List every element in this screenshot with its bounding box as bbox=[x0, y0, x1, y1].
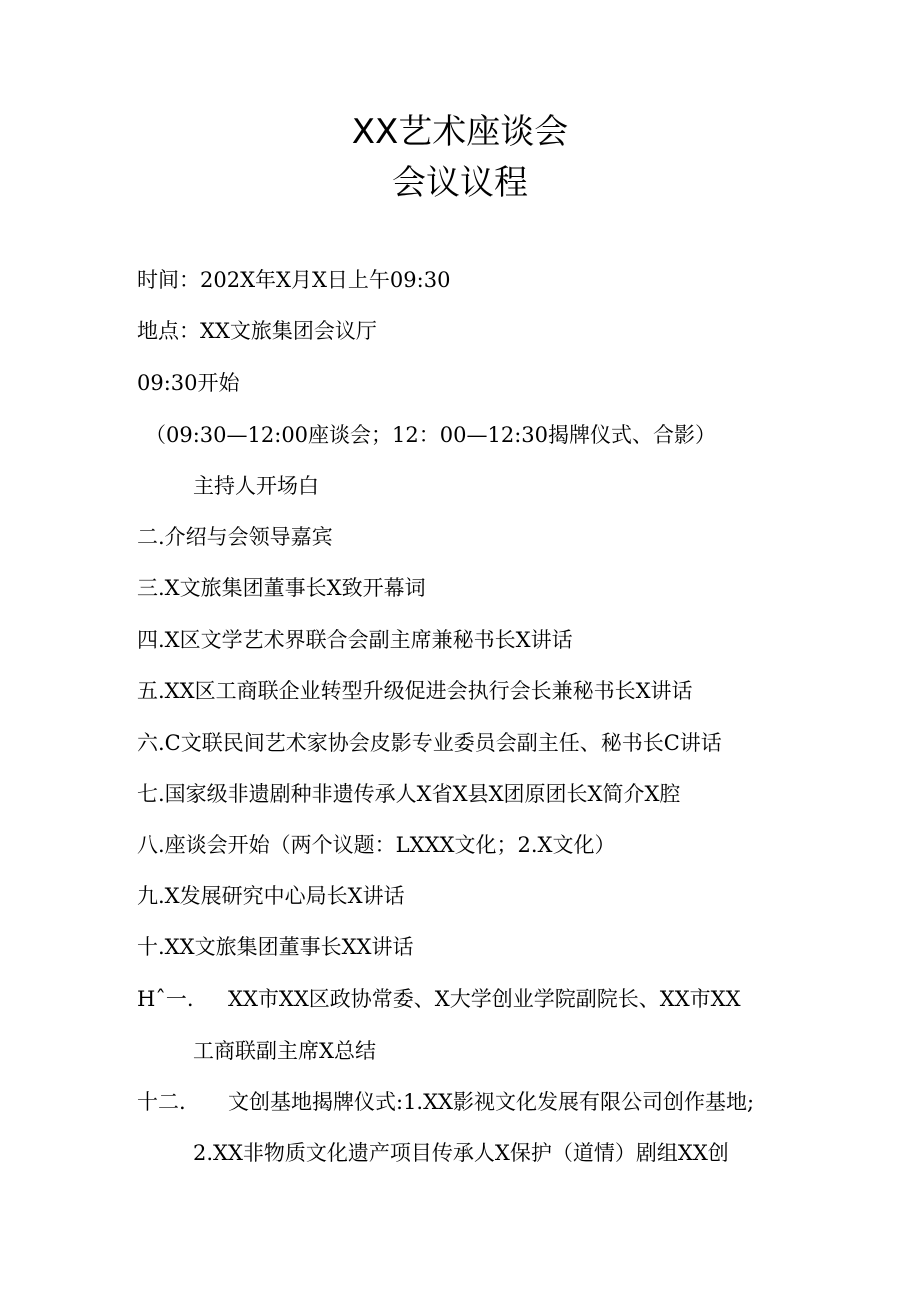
agenda-item-12-text: 文创基地揭牌仪式:1.XX影视文化发展有限公司创作基地; bbox=[228, 1090, 755, 1114]
agenda-item-2: 二.介绍与会领导嘉宾 bbox=[137, 525, 333, 549]
agenda-item-5: 五.XX区工商联企业转型升级促进会执行会长兼秘书长X讲话 bbox=[137, 679, 693, 703]
agenda-item-12-number: 十二. bbox=[137, 1090, 186, 1114]
document-subtitle: 会议议程 bbox=[392, 163, 528, 203]
agenda-item-12-continuation: 2.XX非物质文化遗产项目传承人X保护（道情）剧组XX创 bbox=[193, 1141, 729, 1165]
agenda-item-1: 主持人开场白 bbox=[193, 474, 319, 498]
agenda-item-8: 八.座谈会开始（两个议题：LXXX文化；2.X文化） bbox=[137, 833, 616, 857]
agenda-item-11-text: XX市XX区政协常委、X大学创业学院副院长、XX市XX bbox=[228, 987, 741, 1011]
schedule-note: （09:30—12:00座谈会；12：00—12:30揭牌仪式、合影） bbox=[145, 423, 716, 447]
agenda-item-4: 四.X区文学艺术界联合会副主席兼秘书长X讲话 bbox=[137, 628, 573, 652]
meeting-time: 时间：202X年X月X日上午09:30 bbox=[137, 268, 451, 292]
meeting-place: 地点：XX文旅集团会议厅 bbox=[137, 319, 377, 343]
agenda-item-11-continuation: 工商联副主席X总结 bbox=[193, 1039, 376, 1063]
start-time: 09:30开始 bbox=[137, 371, 240, 395]
agenda-item-7: 七.国家级非遗剧种非遗传承人X省X县X团原团长X简介X腔 bbox=[137, 782, 681, 806]
agenda-item-9: 九.X发展研究中心局长X讲话 bbox=[137, 884, 405, 908]
agenda-item-10: 十.XX文旅集团董事长XX讲话 bbox=[137, 935, 414, 959]
document-title: XX艺术座谈会 bbox=[351, 112, 569, 152]
agenda-item-3: 三.X文旅集团董事长X致开幕词 bbox=[137, 576, 426, 600]
agenda-item-6: 六.C文联民间艺术家协会皮影专业委员会副主任、秘书长C讲话 bbox=[137, 731, 722, 755]
agenda-item-11-number: Hˆ一. bbox=[137, 987, 194, 1011]
